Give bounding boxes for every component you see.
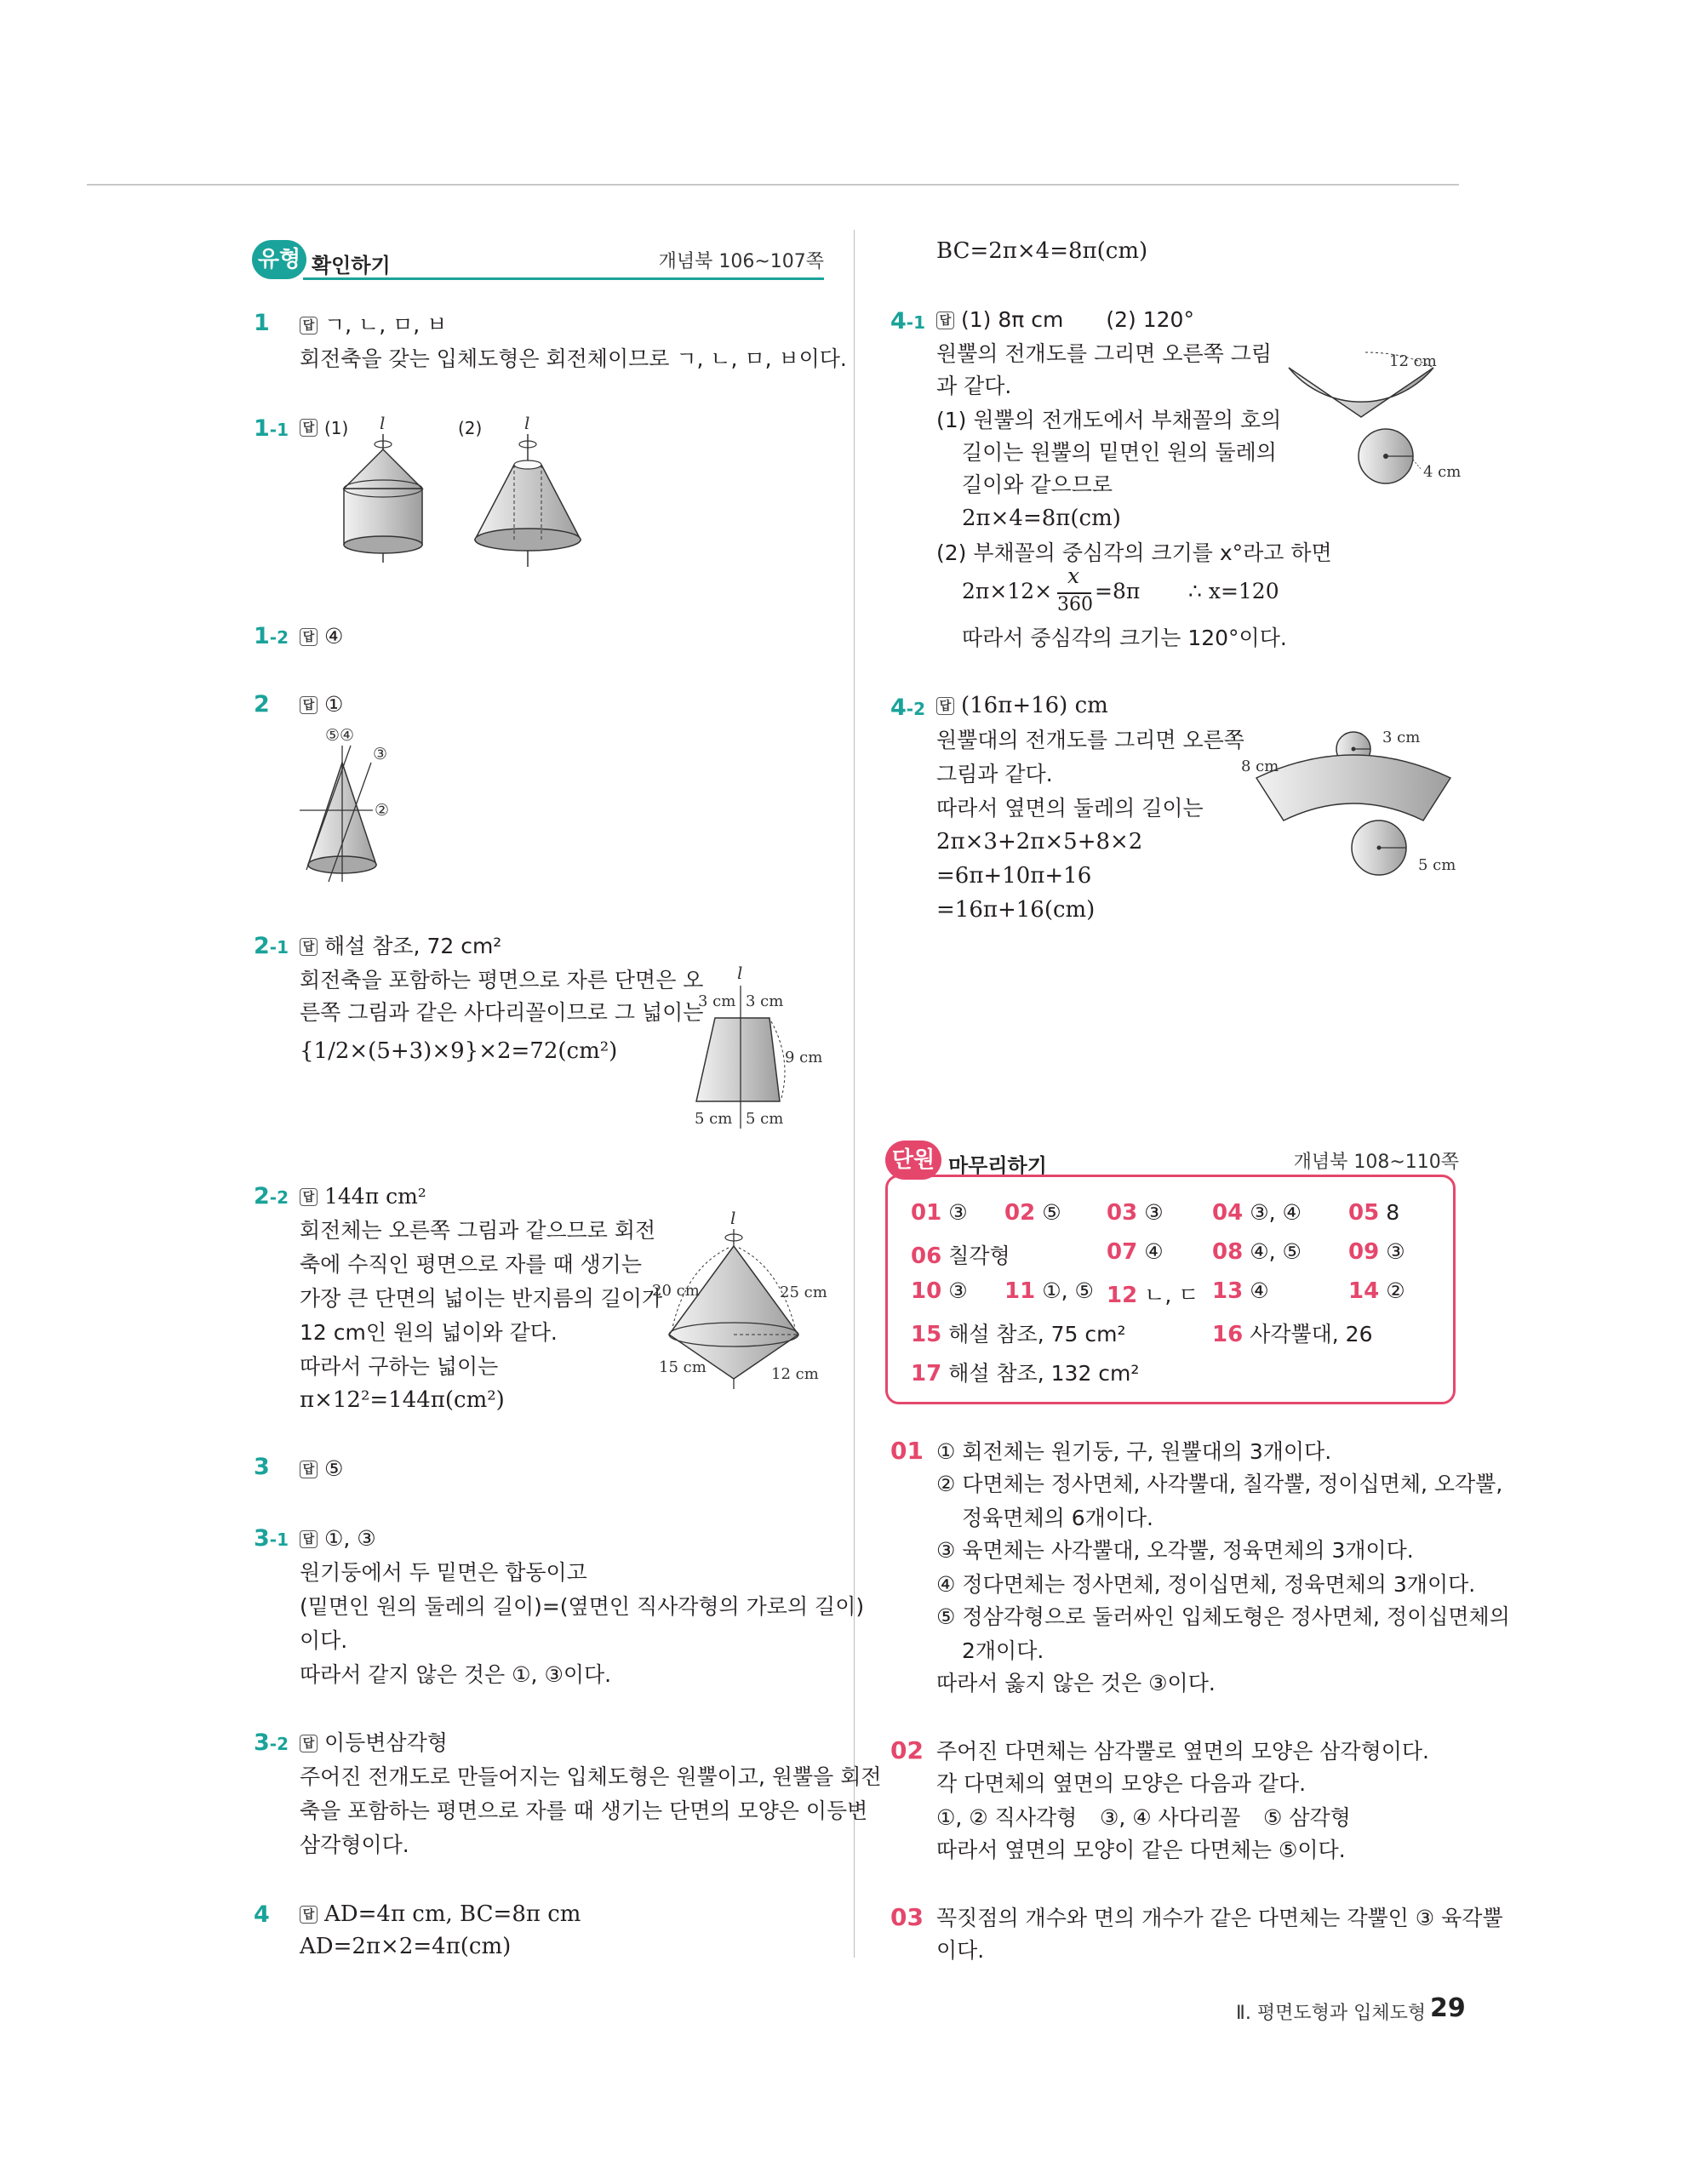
summary-answer-14 bbox=[1348, 1278, 1405, 1304]
answer-mark: 답 bbox=[300, 1906, 318, 1924]
bottom-right-length: 5 cm bbox=[746, 1110, 784, 1128]
summary-value: ㄴ, ㄷ bbox=[1144, 1283, 1199, 1307]
cut-labels-top: ⑤④ bbox=[325, 726, 355, 745]
solution-line: 주어진 다면체는 삼각뿔로 옆면의 모양은 삼각형이다. bbox=[936, 1739, 1429, 1764]
trapezoid-cross-section bbox=[681, 962, 834, 1132]
summary-number: 12 bbox=[1107, 1283, 1138, 1308]
solution-line: 정육면체의 6개이다. bbox=[962, 1506, 1153, 1530]
summary-value: ② bbox=[1386, 1278, 1405, 1303]
leader bbox=[1413, 460, 1422, 470]
solution-line: (1) 원뿔의 전개도에서 부채꼴의 호의 bbox=[936, 408, 1282, 432]
rotation-body-figures bbox=[332, 414, 613, 567]
answer-mark: 답 bbox=[300, 419, 318, 437]
answer-line: 답 ⑤ bbox=[300, 1452, 343, 1485]
summary-value: ④, ⑤ bbox=[1250, 1239, 1302, 1264]
question-number: 01 bbox=[890, 1437, 924, 1465]
trapezoid bbox=[696, 1018, 780, 1101]
summary-number: 09 bbox=[1348, 1239, 1380, 1265]
question-number: 02 bbox=[890, 1736, 924, 1764]
summary-number: 08 bbox=[1212, 1239, 1244, 1265]
solution-line: 따라서 구하는 넓이는 bbox=[300, 1354, 499, 1379]
question-number: 03 bbox=[890, 1903, 924, 1931]
top-right-length: 3 cm bbox=[746, 992, 784, 1010]
summary-answer-11 bbox=[1004, 1278, 1094, 1304]
solution-line: 가장 큰 단면의 넓이는 반지름의 길이가 bbox=[300, 1286, 663, 1311]
column-divider bbox=[854, 230, 855, 1958]
summary-number: 14 bbox=[1348, 1278, 1380, 1304]
figure-label: (2) bbox=[458, 418, 483, 438]
summary-answer-02 bbox=[1004, 1200, 1061, 1226]
solution-line: 그림과 같다. bbox=[936, 762, 1053, 786]
solution-line: ③, ④ 사다리꼴 bbox=[1100, 1805, 1241, 1830]
section-title: 확인하기 bbox=[312, 254, 391, 277]
top-left-length: 3 cm bbox=[698, 992, 736, 1010]
top-rule bbox=[87, 184, 1459, 186]
summary-value: ③, ④ bbox=[1250, 1200, 1302, 1225]
axis-label: l bbox=[737, 963, 743, 983]
summary-value: ③ bbox=[1386, 1239, 1405, 1264]
cylinder-bottom bbox=[344, 536, 422, 553]
problem-number: 2 bbox=[254, 691, 270, 718]
summary-value: ④ bbox=[1250, 1278, 1269, 1303]
slant-length: 8 cm bbox=[1241, 758, 1279, 775]
answer-mark: 답 bbox=[300, 628, 318, 646]
answer-mark: 답 bbox=[936, 312, 954, 329]
side-length: 9 cm bbox=[785, 1049, 823, 1066]
summary-number: 03 bbox=[1107, 1200, 1138, 1226]
solution-line: 과 같다. bbox=[936, 374, 1012, 398]
bottom-left-length: 5 cm bbox=[695, 1110, 733, 1128]
problem-number: 3 bbox=[254, 1454, 270, 1480]
summary-answer-01 bbox=[911, 1200, 968, 1226]
formula-line: {1/2×(5+3)×9}×2=72(cm²) bbox=[300, 1038, 618, 1064]
section-badge: 단원 bbox=[885, 1141, 941, 1180]
slant-length-left: 20 cm bbox=[652, 1282, 700, 1300]
solution-line: 따라서 옆면의 둘레의 길이는 bbox=[936, 796, 1204, 820]
cut-label-2: ② bbox=[375, 801, 390, 820]
summary-number: 10 bbox=[911, 1278, 942, 1304]
summary-number: 02 bbox=[1004, 1200, 1036, 1226]
summary-answer-07 bbox=[1107, 1239, 1164, 1265]
slant-length-right: 25 cm bbox=[780, 1284, 827, 1301]
concept-book-reference: 개념북 106~107쪽 bbox=[658, 251, 824, 272]
answer-line: 답 ㄱ, ㄴ, ㅁ, ㅂ bbox=[300, 308, 447, 341]
solution-line: 회전축을 포함하는 평면으로 자른 단면은 오 bbox=[300, 968, 704, 992]
axis-label: l bbox=[730, 1209, 736, 1228]
solution-line: 른쪽 그림과 같은 사다리꼴이므로 그 넓이는 bbox=[300, 1000, 704, 1025]
fraction-equation: 2π×12× x 360 =8π ∴ x=120 bbox=[962, 563, 1279, 615]
summary-value: ③ bbox=[948, 1278, 968, 1303]
annular-sector bbox=[1256, 755, 1450, 820]
answer-line: 답 144π cm² bbox=[300, 1180, 426, 1213]
solution-line: 따라서 옆면의 모양이 같은 다면체는 ⑤이다. bbox=[936, 1838, 1346, 1862]
summary-answer-17 bbox=[911, 1357, 1139, 1387]
sector bbox=[1289, 368, 1433, 417]
solution-line: 삼각형이다. bbox=[300, 1832, 409, 1857]
problem-number: 1-1 bbox=[254, 415, 289, 442]
summary-number: 17 bbox=[911, 1361, 942, 1386]
answer-mark: 답 bbox=[300, 696, 318, 714]
solution-line: 따라서 같지 않은 것은 ①, ③이다. bbox=[300, 1662, 612, 1687]
summary-value: ①, ⑤ bbox=[1042, 1278, 1094, 1303]
base-radius-length: 4 cm bbox=[1423, 463, 1462, 481]
solution-line: ⑤ 삼각형 bbox=[1263, 1805, 1351, 1830]
chapter-label: Ⅱ. 평면도형과 입체도형 bbox=[1236, 2003, 1427, 2024]
summary-value: ⑤ bbox=[1042, 1200, 1061, 1225]
summary-value: ④ bbox=[1144, 1239, 1164, 1264]
solution-line: 2개이다. bbox=[962, 1638, 1044, 1663]
problem-number: 1-2 bbox=[254, 623, 289, 649]
problem-number: 4-2 bbox=[890, 695, 926, 721]
answer-line: 답 AD=4π cm, BC=8π cm bbox=[300, 1898, 581, 1931]
solution-line: ⑤ 정삼각형으로 둘러싸인 입체도형은 정사면체, 정이십면체의 bbox=[936, 1604, 1510, 1629]
section-badge: 유형 bbox=[252, 240, 306, 279]
problem-number: 3-1 bbox=[254, 1525, 289, 1552]
solution-line: 따라서 중심각의 크기는 120°이다. bbox=[962, 626, 1287, 650]
formula-line: =16π+16(cm) bbox=[936, 897, 1096, 923]
summary-answer-10 bbox=[911, 1278, 968, 1304]
frustum-net-figure bbox=[1234, 715, 1473, 885]
cone-cut-figure bbox=[289, 725, 417, 887]
answer-mark: 답 bbox=[300, 1735, 318, 1752]
problem-number: 1 bbox=[254, 310, 270, 336]
summary-value: 8 bbox=[1386, 1200, 1400, 1225]
summary-number: 11 bbox=[1004, 1278, 1036, 1304]
header-underline bbox=[303, 277, 824, 280]
answer-line: 답 ① bbox=[300, 688, 343, 721]
summary-value: ③ bbox=[948, 1200, 968, 1225]
section-title: 마무리하기 bbox=[948, 1154, 1047, 1178]
problem-number: 2-1 bbox=[254, 933, 289, 959]
formula-line: =6π+10π+16 bbox=[936, 863, 1092, 889]
solution-line: 각 다면체의 옆면의 모양은 다음과 같다. bbox=[936, 1771, 1307, 1796]
axis-label: l bbox=[380, 414, 386, 433]
answer-line: 답 (16π+16) cm bbox=[936, 689, 1108, 723]
cone-net-figure bbox=[1277, 340, 1481, 494]
summary-answer-12 bbox=[1107, 1278, 1199, 1309]
summary-value: 해설 참조, 75 cm² bbox=[948, 1322, 1126, 1346]
problem-number: 3-2 bbox=[254, 1729, 289, 1756]
solution-line: 회전축을 갖는 입체도형은 회전체이므로 ㄱ, ㄴ, ㅁ, ㅂ이다. bbox=[300, 346, 847, 371]
solution-line: 길이는 원뿔의 밑면인 원의 둘레의 bbox=[962, 440, 1277, 465]
problem-number: 2-2 bbox=[254, 1183, 289, 1209]
answer-line: 답 이등변삼각형 bbox=[300, 1726, 448, 1759]
axis-label: l bbox=[524, 414, 530, 433]
answer-mark: 답 bbox=[936, 697, 954, 715]
solution-line: ①, ② 직사각형 bbox=[936, 1805, 1078, 1830]
solution-line: 길이와 같으므로 bbox=[962, 472, 1113, 497]
solution-line: 축을 포함하는 평면으로 자를 때 생기는 단면의 모양은 이등변 bbox=[300, 1798, 868, 1823]
summary-number: 04 bbox=[1212, 1200, 1244, 1226]
summary-answer-09 bbox=[1348, 1239, 1405, 1265]
summary-value: 칠각형 bbox=[948, 1244, 1010, 1268]
answer-line: 답 (1) bbox=[300, 412, 348, 445]
summary-answer-06 bbox=[911, 1239, 1010, 1270]
summary-answer-05 bbox=[1348, 1200, 1399, 1226]
solution-line: 12 cm인 원의 넓이와 같다. bbox=[300, 1320, 558, 1345]
page-number: 29 bbox=[1430, 1993, 1466, 2023]
cut-label-3: ③ bbox=[373, 745, 388, 763]
summary-value: 사각뿔대, 26 bbox=[1250, 1322, 1373, 1346]
solution-line: 주어진 전개도로 만들어지는 입체도형은 원뿔이고, 원뿔을 회전 bbox=[300, 1764, 882, 1789]
summary-number: 06 bbox=[911, 1244, 942, 1269]
solution-line: (2) 부채꼴의 중심각의 크기를 x°라고 하면 bbox=[936, 540, 1332, 565]
solution-line: 원뿔의 전개도를 그리면 오른쪽 그림 bbox=[936, 341, 1273, 366]
solution-line: 원기둥에서 두 밑면은 합동이고 bbox=[300, 1560, 587, 1585]
answer-line: 답 해설 참조, 72 cm² bbox=[300, 929, 501, 963]
summary-answer-15 bbox=[911, 1318, 1126, 1348]
solution-line: ① 회전체는 원기둥, 구, 원뿔대의 3개이다. bbox=[936, 1439, 1332, 1464]
bottom-radius-length: 5 cm bbox=[1418, 856, 1456, 874]
formula-line: 2π×4=8π(cm) bbox=[962, 506, 1121, 531]
sector-radius: 12 cm bbox=[1389, 352, 1437, 370]
top-radius-length: 3 cm bbox=[1382, 729, 1421, 746]
solution-line: ② 다면체는 정사면체, 사각뿔대, 칠각뿔, 정이십면체, 오각뿔, bbox=[936, 1472, 1503, 1496]
answer-mark: 답 bbox=[300, 1461, 318, 1478]
hollow-cone-bottom bbox=[475, 529, 581, 551]
solution-line: 이다. bbox=[300, 1628, 348, 1653]
summary-value: 해설 참조, 132 cm² bbox=[948, 1361, 1140, 1386]
solution-line: 축에 수직인 평면으로 자를 때 생기는 bbox=[300, 1252, 642, 1277]
answer-mark: 답 bbox=[300, 1188, 318, 1206]
formula-line: 2π×3+2π×5+8×2 bbox=[936, 829, 1143, 855]
summary-value: ③ bbox=[1144, 1200, 1164, 1225]
formula-line: BC=2π×4=8π(cm) bbox=[936, 238, 1148, 264]
answer-mark: 답 bbox=[300, 317, 318, 334]
summary-answer-13 bbox=[1212, 1278, 1269, 1304]
solution-line: 꼭짓점의 개수와 면의 개수가 같은 다면체는 각뿔인 ③ 육각뿔 bbox=[936, 1906, 1503, 1930]
lower-slant-length: 15 cm bbox=[659, 1358, 707, 1376]
solution-line: ④ 정다면체는 정사면체, 정이십면체, 정육면체의 3개이다. bbox=[936, 1572, 1476, 1597]
concept-book-reference: 개념북 108~110쪽 bbox=[1293, 1152, 1459, 1173]
summary-answer-03 bbox=[1107, 1200, 1164, 1226]
summary-answer-16 bbox=[1212, 1318, 1373, 1348]
radius-length: 12 cm bbox=[771, 1365, 819, 1383]
solution-line: 이다. bbox=[936, 1938, 985, 1963]
answer-line: 답 ④ bbox=[300, 620, 343, 653]
double-cone-figure bbox=[652, 1209, 839, 1396]
answer-line: 답 (1) 8π cm (2) 120° bbox=[936, 303, 1194, 336]
problem-number: 4 bbox=[254, 1901, 270, 1928]
summary-answer-08 bbox=[1212, 1239, 1302, 1265]
summary-answer-04 bbox=[1212, 1200, 1302, 1226]
solution-line: ③ 육면체는 사각뿔대, 오각뿔, 정육면체의 3개이다. bbox=[936, 1538, 1414, 1563]
summary-number: 13 bbox=[1212, 1278, 1244, 1304]
hollow-cone-top bbox=[514, 460, 541, 469]
solution-line: 회전체는 오른쪽 그림과 같으므로 회전 bbox=[300, 1218, 656, 1243]
summary-number: 05 bbox=[1348, 1200, 1380, 1226]
summary-number: 01 bbox=[911, 1200, 942, 1226]
solution-line: (밑면인 원의 둘레의 길이)=(옆면인 직사각형의 가로의 길이) bbox=[300, 1594, 865, 1619]
answer-mark: 답 bbox=[300, 938, 318, 956]
problem-number: 4-1 bbox=[890, 308, 926, 334]
solution-line: 따라서 옳지 않은 것은 ③이다. bbox=[936, 1671, 1216, 1695]
answer-mark: 답 bbox=[300, 1530, 318, 1548]
formula-line: π×12²=144π(cm²) bbox=[300, 1387, 505, 1413]
solution-line: 원뿔대의 전개도를 그리면 오른쪽 bbox=[936, 728, 1244, 752]
summary-number: 07 bbox=[1107, 1239, 1138, 1265]
left-section-header bbox=[252, 240, 824, 281]
summary-number: 15 bbox=[911, 1322, 942, 1347]
formula-line: AD=2π×2=4π(cm) bbox=[300, 1934, 512, 1959]
summary-number: 16 bbox=[1212, 1322, 1244, 1347]
answer-line: 답 ①, ③ bbox=[300, 1522, 376, 1555]
